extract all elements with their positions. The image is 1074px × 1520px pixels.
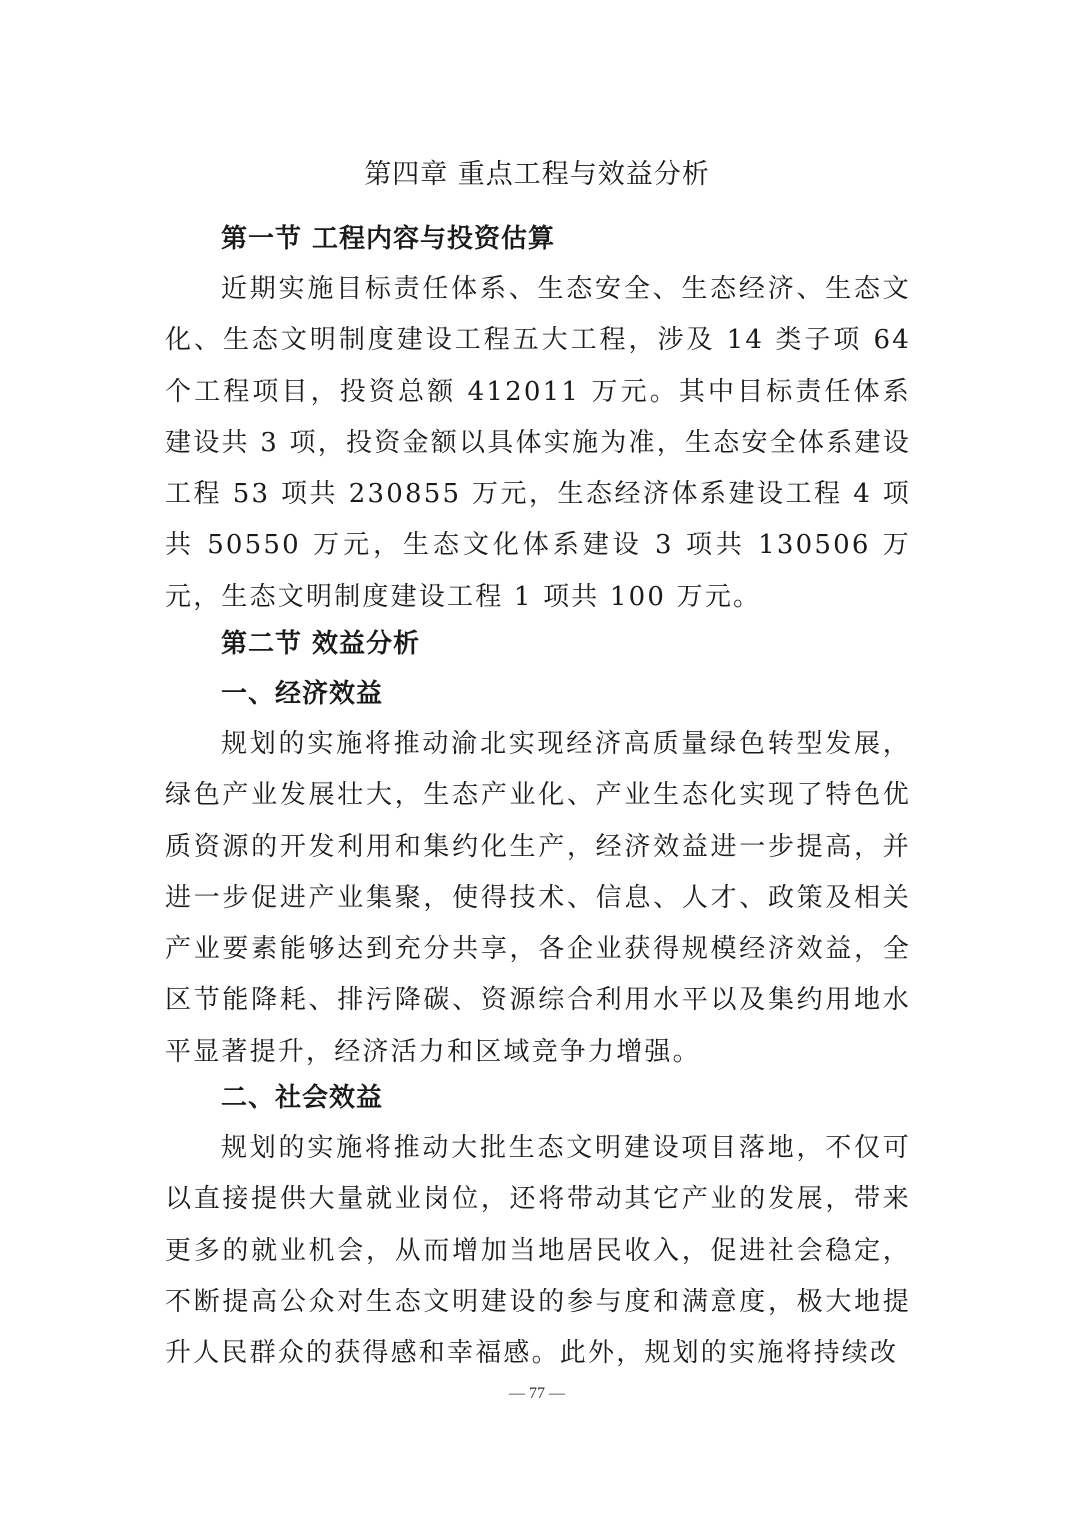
section-1-paragraph: 近期实施目标责任体系、生态安全、生态经济、生态文化、生态文明制度建设工程五大工程，涉及 14 类子项 64 个工程项目，投资总额 412011 万元。其中目标责任体系建设共 3 项，投资金额以具体实施为准，生态安全体系建设工程 53 项共 230855 万元，生态经济体系建设工程 4 项共 50550 万元，生态文化体系建设 3 项共 130506 万元，生态文明制度建设工程 1 项共 100 万元。 (165, 274, 911, 612)
social-benefit-section (165, 1073, 911, 1379)
page-number: — 77 — (509, 1385, 565, 1402)
economic-benefit-paragraph: 规划的实施将推动渝北实现经济高质量绿色转型发展，绿色产业发展壮大，生态产业化、产业生态化实现了特色优质资源的开发利用和集约化生产，经济效益进一步提高，并进一步促进产业集聚，使得技术、信息、人才、政策及相关产业要素能够达到充分共享，各企业获得规模经济效益，全区节能降耗、排污降碳、资源综合利用水平以及集约用地水平显著提升，经济活力和区域竞争力增强。 (165, 729, 911, 1067)
section-2 (165, 619, 911, 1078)
social-benefit-heading: 二、社会效益 (221, 1083, 384, 1113)
section-1 (165, 214, 911, 623)
social-benefit-paragraph: 规划的实施将推动大批生态文明建设项目落地，不仅可以直接提供大量就业岗位，还将带动其它产业的发展，带来更多的就业机会，从而增加当地居民收入，促进社会稳定，不断提高公众对生态文明建设的参与度和满意度，极大地提升人民群众的获得感和幸福感。此外，规划的实施将持续改 (165, 1133, 911, 1369)
section-2-heading: 第二节 效益分析 (221, 629, 421, 659)
section-1-heading: 第一节 工程内容与投资估算 (221, 224, 556, 254)
chapter-title: 第四章 重点工程与效益分析 (364, 159, 710, 190)
economic-benefit-heading: 一、经济效益 (221, 679, 384, 709)
